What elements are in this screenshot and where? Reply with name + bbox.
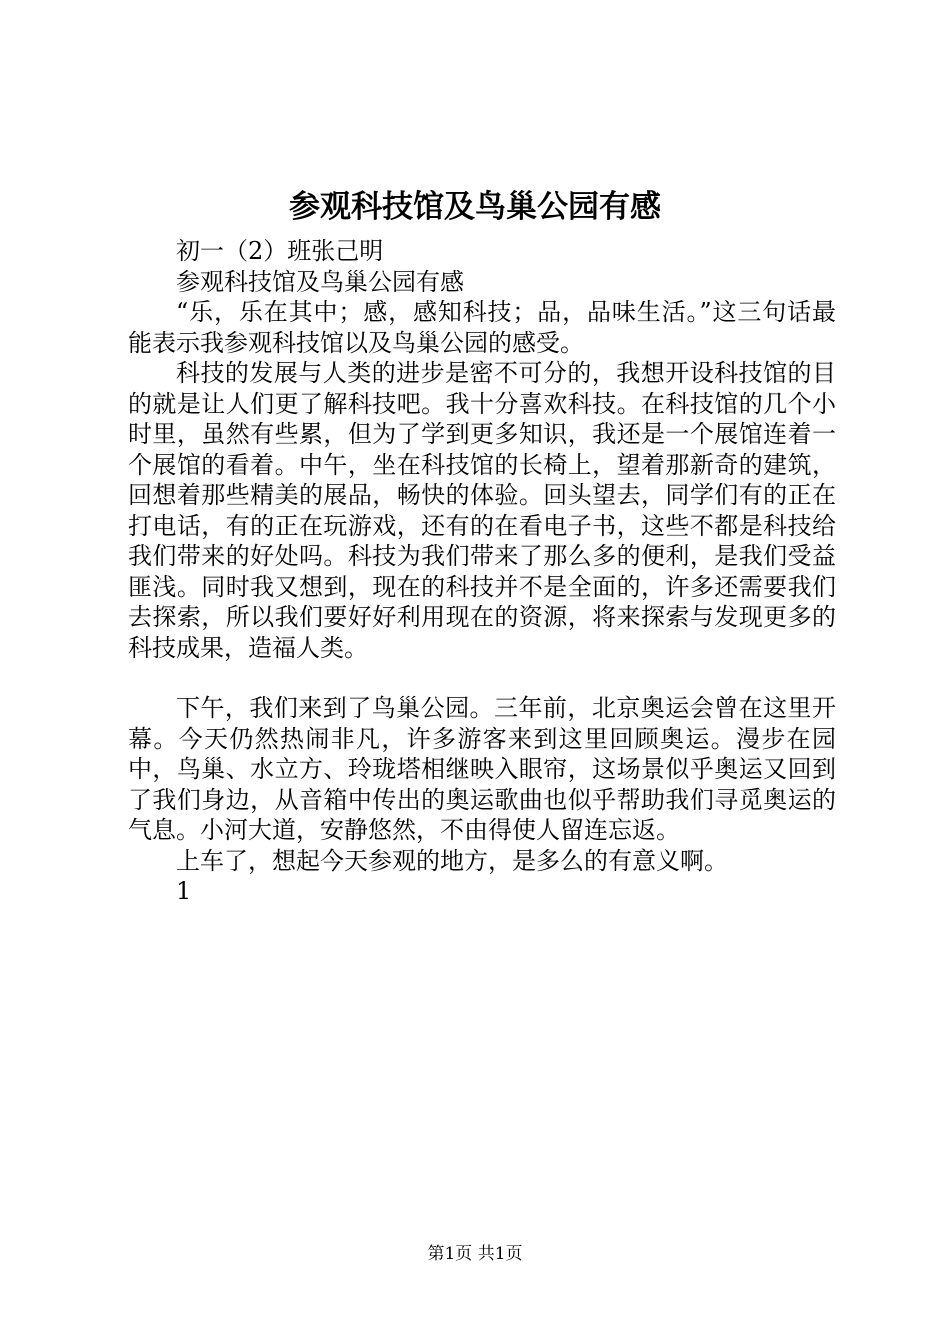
paragraph-intro: “乐，乐在其中；感，感知科技；品，品味生活。”这三句话最能表示我参观科技馆以及鸟巢公园的感受。 (128, 298, 836, 357)
document-title: 参观科技馆及鸟巢公园有感 (289, 189, 661, 225)
paragraph-birds-nest: 下午，我们来到了鸟巢公园。三年前，北京奥运会曾在这里开幕。今天仍然热闹非凡，许多游客来到这里回顾奥运。漫步在园中，鸟巢、水立方、玲珑塔相继映入眼帘，这场景似乎奥运又回到了我们身边，从音箱中传出的奥运歌曲也似乎帮助我们寻觅奥运的气息。小河大道，安静悠然，不由得使人留连忘返。 (128, 694, 836, 844)
document-body (128, 236, 836, 907)
page-footer: 第1页 共1页 (427, 1244, 523, 1264)
paragraph-science-museum: 科技的发展与人类的进步是密不可分的，我想开设科技馆的目的就是让人们更了解科技吧。我十分喜欢科技。在科技馆的几个小时里，虽然有些累，但为了学到更多知识，我还是一个展馆连着一个展馆的看着。中午，坐在科技馆的长椅上，望着那新奇的建筑，回想着那些精美的展品，畅快的体验。回头望去，同学们有的正在打电话，有的正在玩游戏，还有的在看电子书，这些不都是科技给我们带来的好处吗。科技为我们带来了那么多的便利，是我们受益匪浅。同时我又想到，现在的科技并不是全面的，许多还需要我们去探索，所以我们要好好利用现在的资源，将来探索与发现更多的科技成果，造福人类。 (128, 359, 836, 662)
author-line: 初一（2）班张己明 (176, 237, 384, 265)
inline-page-number: 1 (176, 877, 192, 905)
subtitle-line: 参观科技馆及鸟巢公园有感 (176, 267, 464, 296)
paragraph-conclusion: 上车了，想起今天参观的地方，是多么的有意义啊。 (176, 846, 728, 875)
